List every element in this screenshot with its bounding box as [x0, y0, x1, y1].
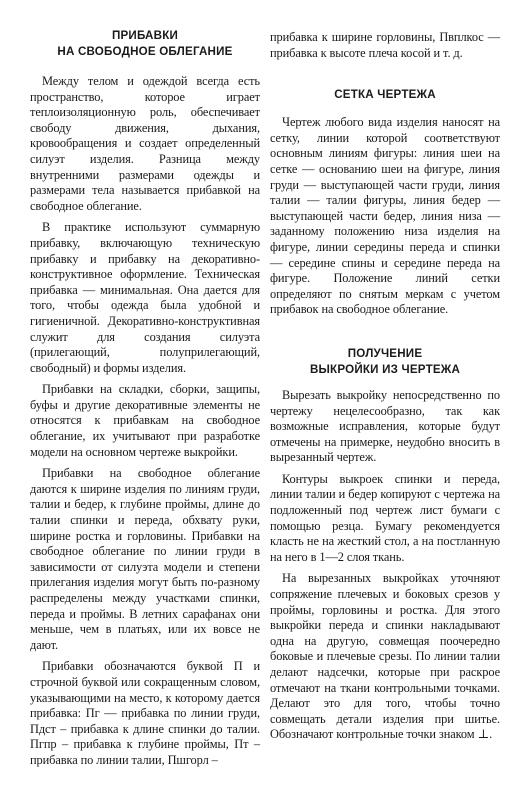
spacer	[270, 103, 500, 115]
paragraph: В практике используют суммарную прибавку, включающую техническую прибавку и прибавку на декоративно-конструктивное оформление. Техническая прибавка — минимальная. Она дается для того, чтобы одежда была удобной и гигиеничной. Декоративно-конструктивная служит для создания силуэта (прилегающий, полуприлегающий, свободный) и формы изделия.	[30, 220, 260, 375]
paragraph: Прибавки на свободное облегание даются к ширине изделия по линиям груди, талии и бедер, к глубине проймы, длине до талии спинки и переда, обхвату руки, ширине ростка и горловины. Прибавки на свободное облегание по линии груди в зависимости от силуэта модели и степени прилегания изделия могут быть по-разному распределены между участками спинки, переда и проймы. В летних сарафанах они меньше, чем в платьях, или их вовсе не дают.	[30, 466, 260, 652]
section-heading-pattern	[270, 346, 500, 378]
section-heading-grid: СЕТКА ЧЕРТЕЖА	[334, 88, 436, 102]
paragraph: Прибавки обозначаются буквой П и строчной буквой или сокращенным словом, указывающими на место, к которому дается прибавка: Пг — прибавка по линии груди, Пдст – прибавка к длине спинки до талии. Пгпр – прибавка к глубине проймы, Пт – прибавка по линии талии, Пшгорл –	[30, 659, 260, 767]
paragraph: Контуры выкроек спинки и переда, линии талии и бедер копируют с чертежа на подложенный под чертеж лист бумаги с помощью резца. Бумагу рекомендуется класть не на жесткий стол, а на постланную на него в 1—2 слоя ткань.	[270, 471, 500, 564]
left-column	[30, 28, 260, 769]
heading-line: ВЫКРОЙКИ ИЗ ЧЕРТЕЖА	[309, 362, 461, 376]
paragraph: Чертеж любого вида изделия наносят на сетку, линии которой соответствуют основным линиям фигуры: линия шеи на сетке — основанию шеи на фигуре, линия груди — выступающей части груди, линия талии — талии фигуры, линия бедер — выступающей части бедер, линия низа — заданному положению низа изделия на фигуре, линии середины переда и спинки — середине спины и середине переда на фигуре. Положение линий сетки определяют по снятым меркам с учетом прибавок на свободное облегание.	[270, 115, 500, 317]
spacer	[270, 61, 500, 87]
paragraph: Вырезать выкройку непосредственно по чертежу нецелесообразно, так как возможные исправления, которые будут отмечены на примерке, неудобно вносить в вырезанный чертеж.	[270, 387, 500, 465]
heading-line: ПОЛУЧЕНИЕ	[347, 346, 423, 360]
right-column	[270, 30, 500, 743]
spacer	[270, 318, 500, 346]
paragraph: Между телом и одеждой всегда есть пространство, которое играет теплоизоляционную роль, обеспечивает свободу движения, дыхания, кровообращения и создает определенный силуэт изделия. Разница между внутренними размерами одежды и размерами тела называется прибавкой на свободное облегание.	[30, 74, 260, 213]
spacer	[30, 60, 260, 74]
section-heading-allowances	[30, 28, 260, 60]
paragraph: На вырезанных выкройках уточняют сопряжение плечевых и боковых срезов у проймы, горловины и ростка. Для этого выкройки переда и спинки накладывают одна на другую, совмещая поочередно боковые и плечевые срезы. По линии талии делают надсечки, которые при раскрое отмечают на ткани контрольными точками. Делают это для того, чтобы точно совмещать детали изделия при шитье. Обозначают контрольные точки знаком ⊥.	[270, 571, 500, 742]
spacer	[270, 378, 500, 388]
paragraph-continuation: прибавка к ширине горловины, Пвплкос — прибавка к высоте плеча косой и т. д.	[270, 30, 500, 60]
heading-line: НА СВОБОДНОЕ ОБЛЕГАНИЕ	[57, 45, 233, 58]
heading-line: ПРИБАВКИ	[111, 29, 179, 42]
paragraph: Прибавки на складки, сборки, защипы, буфы и другие декоративные элементы не относятся к прибавкам на свободное облегание, их учитывают при разработке модели на основном чертеже выкройки.	[30, 382, 260, 459]
